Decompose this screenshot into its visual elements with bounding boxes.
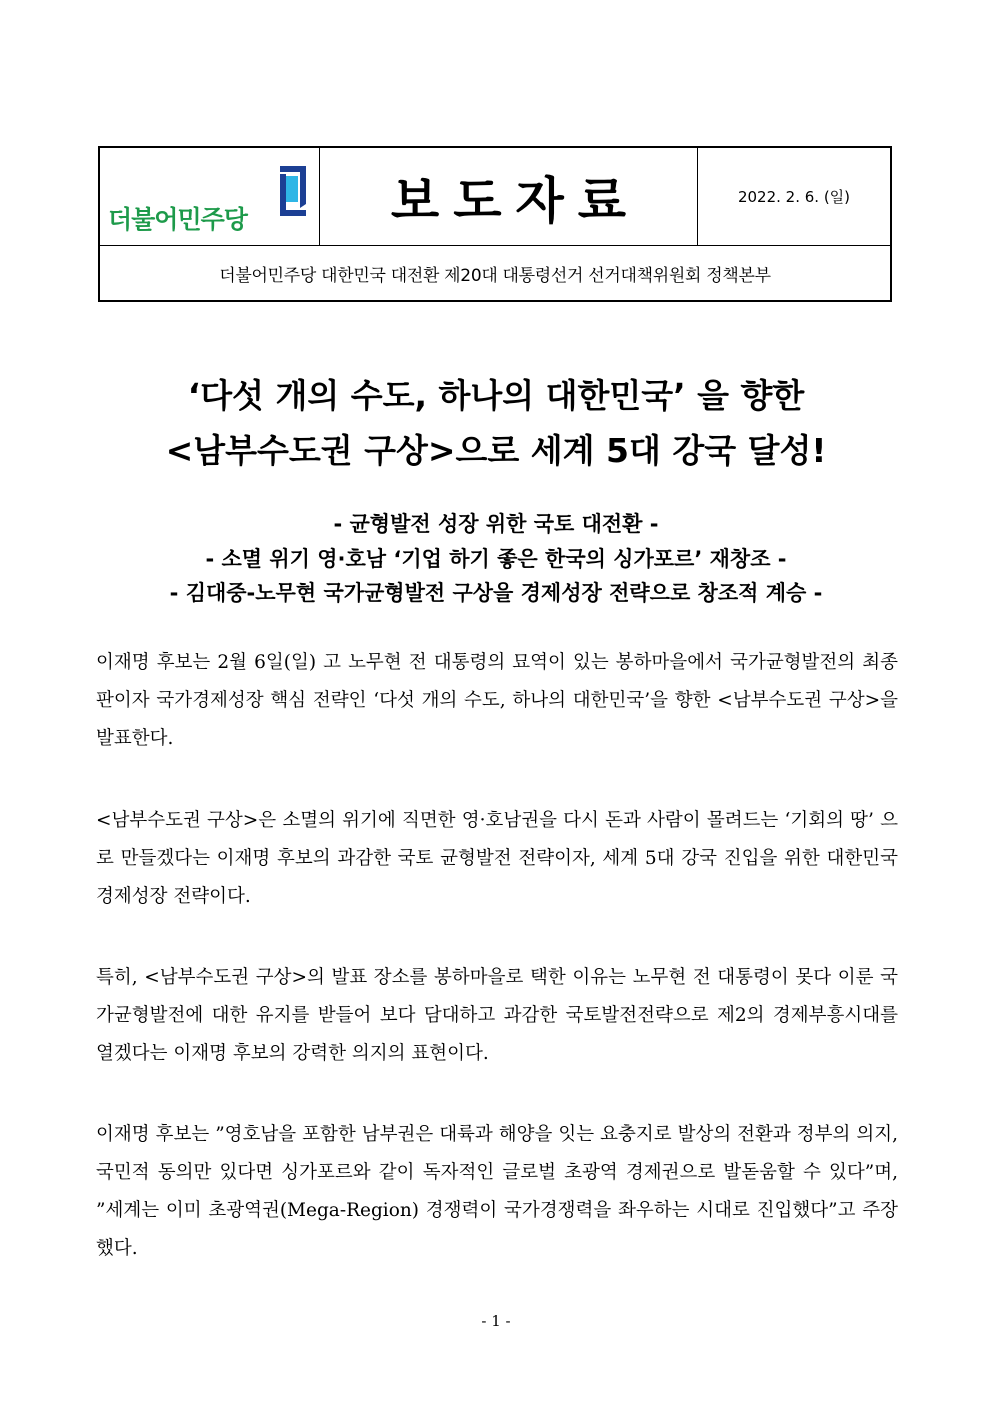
paragraph-2: <남부수도권 구상>은 소멸의 위기에 직면한 영·호남권을 다시 돈과 사람이 몰려드는 ‘기회의 땅’ 으로 만들겠다는 이재명 후보의 과감한 국토 균형발전 전략이자, 세계 5대 강국 진입을 위한 대한민국 경제성장 전략이다. xyxy=(96,810,898,907)
subhead-1: - 균형발전 성장 위한 국토 대전환 - xyxy=(333,512,659,536)
header-top-row xyxy=(100,148,890,246)
logo-cell xyxy=(100,148,320,245)
party-logo-mark-icon xyxy=(276,164,310,224)
date-cell xyxy=(698,148,890,245)
headline-line-1: ‘다섯 개의 수도, 하나의 대한민국’ 을 향한 xyxy=(187,376,805,415)
paragraph-1: 이재명 후보는 2월 6일(일) 고 노무현 전 대통령의 묘역이 있는 봉하마을에서 국가균형발전의 최종판이자 국가경제성장 핵심 전략인 ‘다섯 개의 수도, 하나의 대한민국’을 향한 <남부수도권 구상>을 발표한다. xyxy=(96,652,898,749)
party-logo-text: 더불어민주당 xyxy=(108,205,247,234)
subhead-2: - 소멸 위기 영·호남 ‘기업 하기 좋은 한국의 싱가포르’ 재창조 - xyxy=(205,547,787,571)
headline-line-2: <남부수도권 구상>으로 세계 5대 강국 달성! xyxy=(165,431,827,470)
organization-row xyxy=(100,246,890,300)
document-title-cell xyxy=(320,148,698,245)
subhead-3: - 김대중-노무현 국가균형발전 구상을 경제성장 전략으로 창조적 계승 - xyxy=(169,581,823,605)
press-release-header xyxy=(98,146,892,302)
paragraph-3: 특히, <남부수도권 구상>의 발표 장소를 봉하마을로 택한 이유는 노무현 전 대통령이 못다 이룬 국가균형발전에 대한 유지를 받들어 보다 담대하고 과감한 국토발전전략으로 제2의 경제부흥시대를 열겠다는 이재명 후보의 강력한 의지의 표현이다. xyxy=(96,967,898,1064)
page-number: - 1 - xyxy=(481,1312,511,1330)
organization-name: 더불어민주당 대한민국 대전환 제20대 대통령선거 선거대책위원회 정책본부 xyxy=(219,265,771,286)
paragraph-4: 이재명 후보는 ”영호남을 포함한 남부권은 대륙과 해양을 잇는 요충지로 발상의 전환과 정부의 의지, 국민적 동의만 있다면 싱가포르와 같이 독자적인 글로벌 초광역 경제권으로 발돋움할 수 있다”며, ”세계는 이미 초광역권(Mega-Region) 경쟁력이 국가경쟁력을 좌우하는 시대로 진입했다”고 주장했다. xyxy=(96,1124,898,1259)
document-title: 보도자료 xyxy=(390,171,641,230)
release-date: 2022. 2. 6. (일) xyxy=(737,188,851,206)
